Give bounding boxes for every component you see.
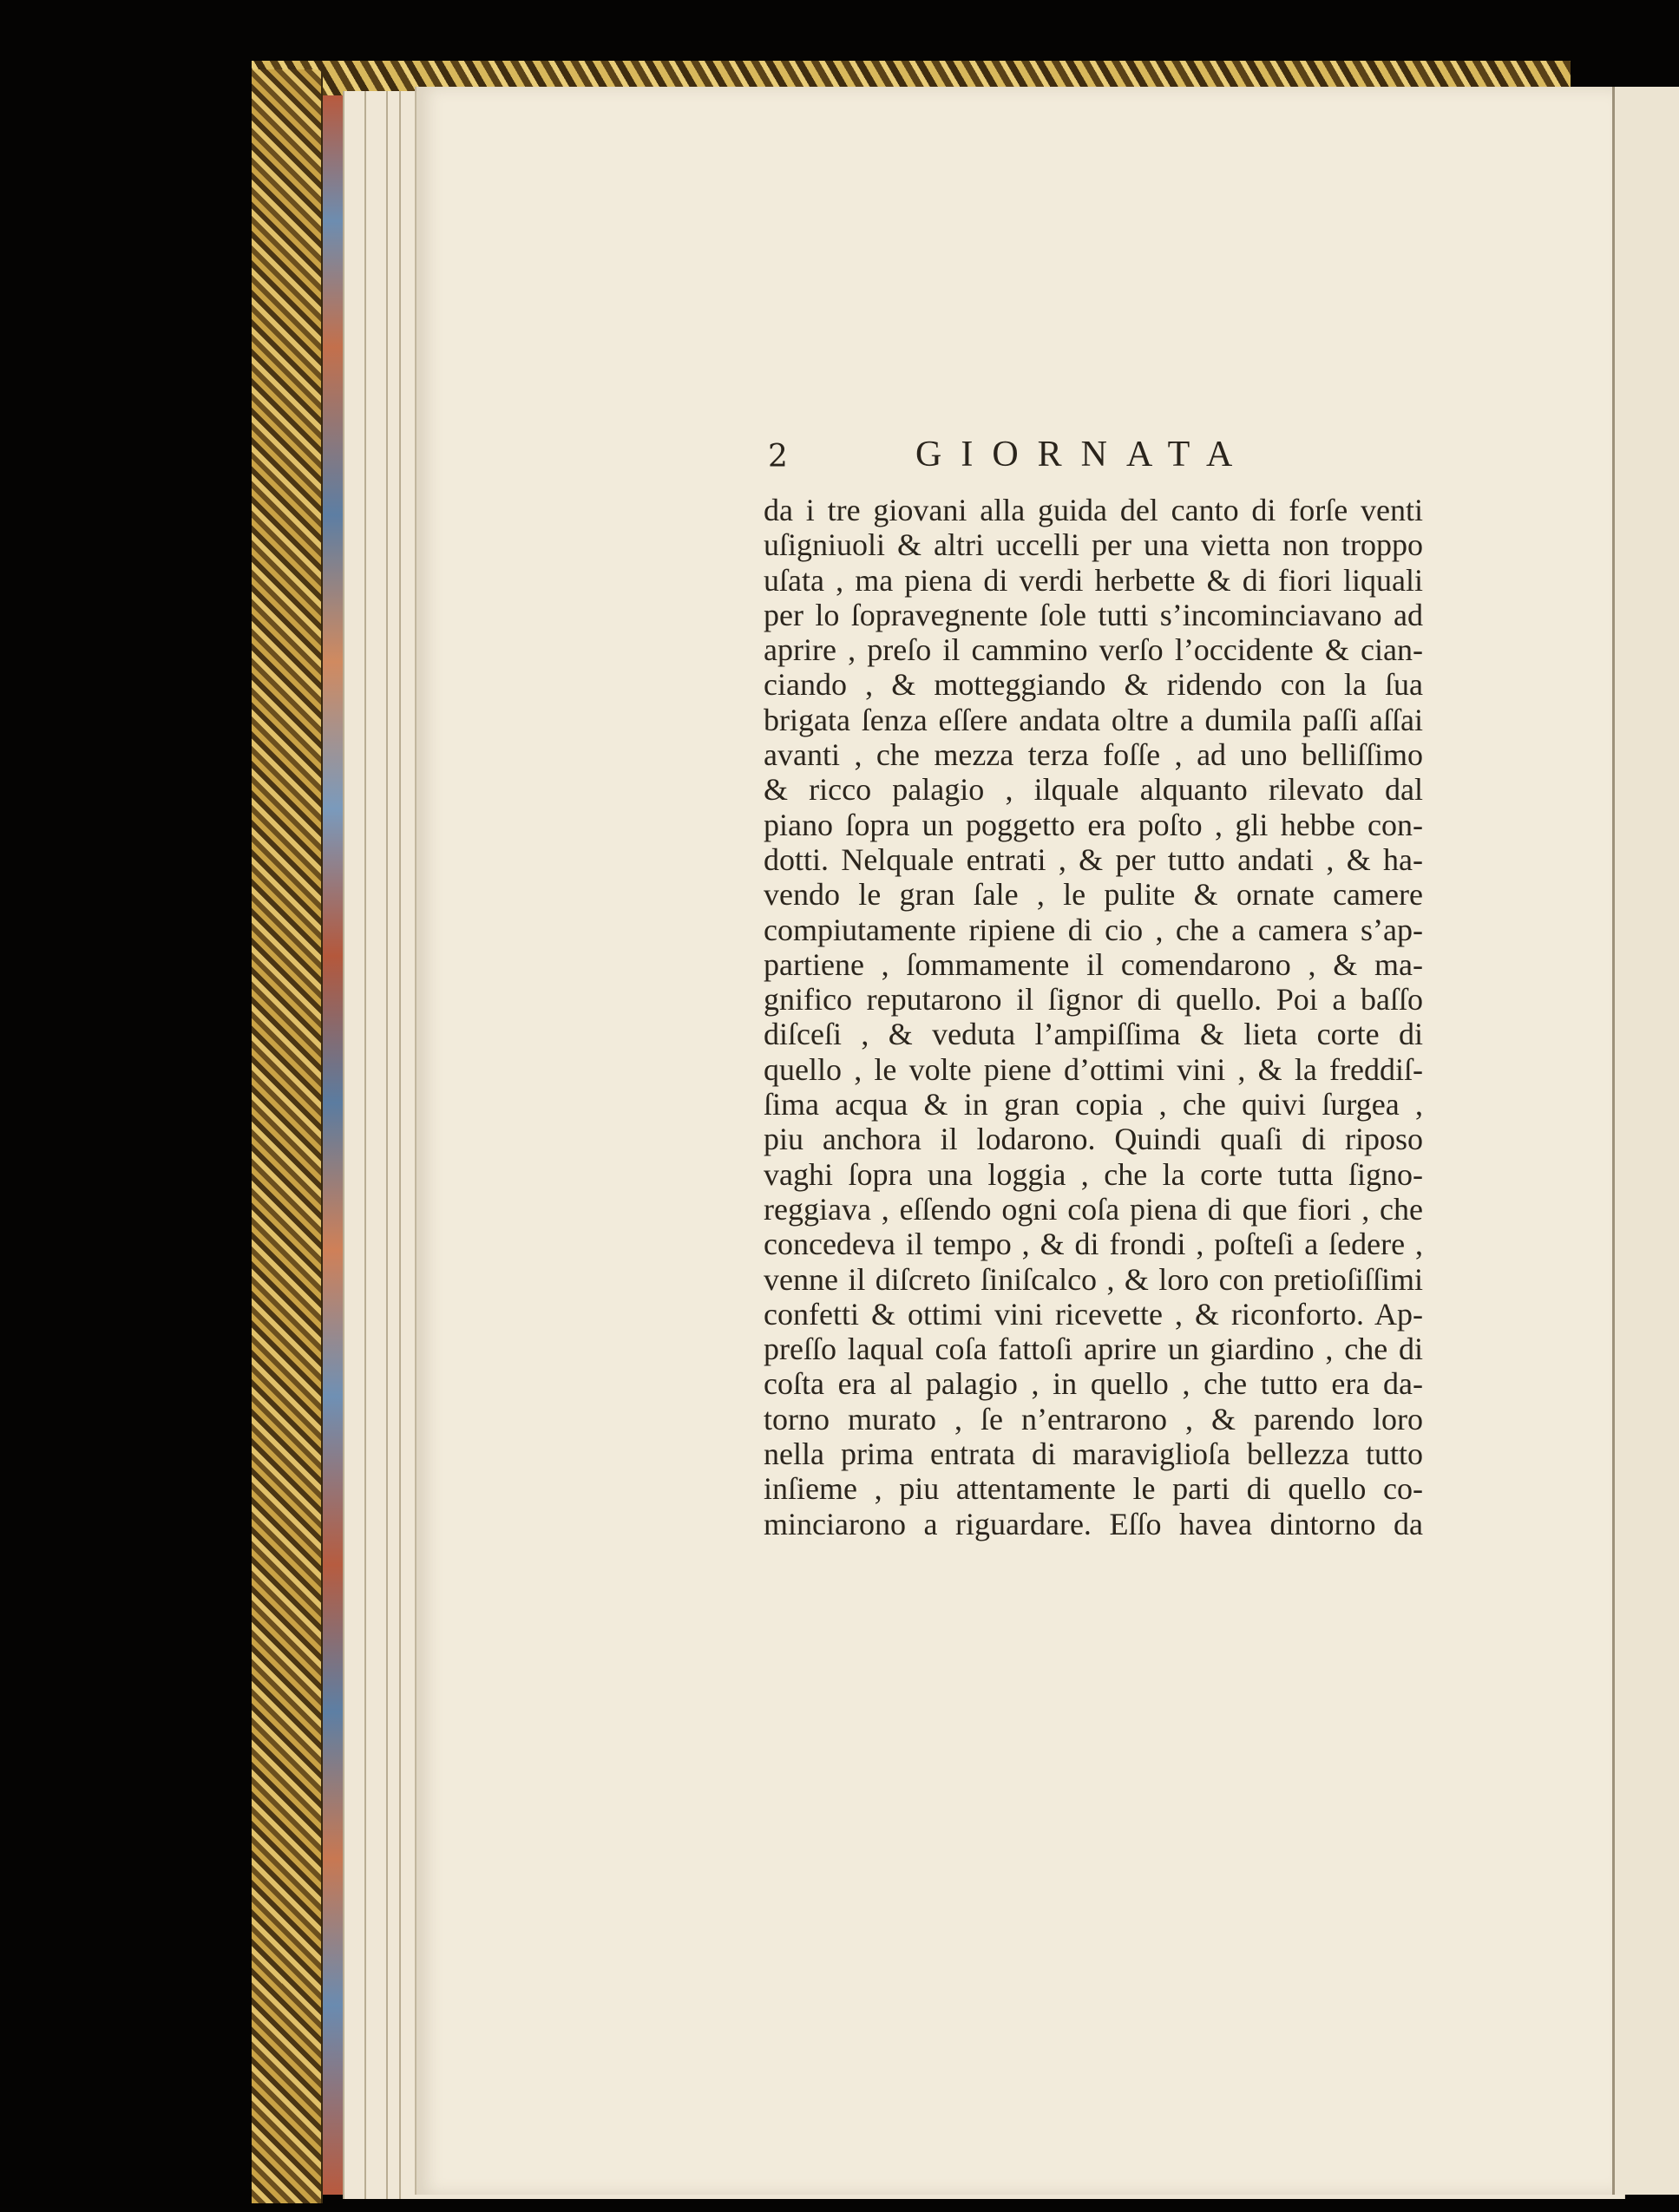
text-line: per lo ſopravegnente ſole tutti s’incominciavano ad <box>764 597 1423 632</box>
text-line: torno murato , ſe n’entrarono , & parendo loro <box>764 1401 1423 1436</box>
text-line: concedeva il tempo , & di frondi , poſteſi a ſedere , <box>764 1227 1423 1262</box>
text-line: ſima acqua & in gran copia , che quivi ſurgea , <box>764 1087 1423 1122</box>
text-line: venne il diſcreto ſiniſcalco , & loro con pretioſiſſimi <box>764 1261 1423 1297</box>
text-line: reggiava , eſſendo ogni coſa piena di que fiori , che <box>764 1191 1423 1227</box>
text-line: inſieme , piu attentamente le parti di quello co- <box>764 1471 1423 1507</box>
text-line: quello , le volte piene d’ottimi vini , & la freddiſ- <box>764 1051 1423 1087</box>
text-line: preſſo laqual coſa fattoſi aprire un giardino , che di <box>764 1332 1423 1367</box>
text-line: vaghi ſopra una loggia , che la corte tutta ſigno- <box>764 1156 1423 1192</box>
text-line: brigata ſenza eſſere andata oltre a dumila paſſi aſſai <box>764 702 1423 737</box>
text-line: compiutamente ripiene di cio , che a camera s’ap- <box>764 912 1423 947</box>
text-line: nella prima entrata di maraviglioſa bellezza tutto <box>764 1436 1423 1472</box>
text-line: ciando , & motteggiando & ridendo con la ſua <box>764 667 1423 703</box>
text-line: avanti , che mezza terza foſſe , ad uno belliſſimo <box>764 737 1423 773</box>
facing-page-edge <box>1612 87 1679 2195</box>
text-line: diſceſi , & veduta l’ampiſſima & lieta corte di <box>764 1017 1423 1052</box>
text-line: dotti. Nelquale entrati , & per tutto andati , & ha- <box>764 841 1423 877</box>
text-line: vendo le gran ſale , le pulite & ornate camere <box>764 877 1423 913</box>
running-head <box>768 434 1276 486</box>
text-line: minciarono a riguardare. Eſſo havea dintorno da <box>764 1506 1423 1541</box>
text-line: uſata , ma piena di verdi herbette & di fiori liquali <box>764 562 1423 598</box>
text-line: gnifico reputarono il ſignor di quello. Poi a baſſo <box>764 982 1423 1018</box>
text-line: aprire , preſo il cammino verſo l’occidente & cian- <box>764 632 1423 668</box>
running-title: GIORNATA <box>915 435 1252 474</box>
text-line: piu anchora il lodarono. Quindi quaſi di riposo <box>764 1122 1423 1157</box>
text-line: da i tre giovani alla guida del canto di forſe venti <box>764 493 1423 527</box>
text-line: & ricco palagio , ilquale alquanto rilevato dal <box>764 772 1423 808</box>
text-line: uſigniuoli & altri uccelli per una vietta non troppo <box>764 527 1423 563</box>
body-text <box>764 493 1423 1541</box>
gilt-cover-border-left <box>252 69 323 2203</box>
text-line: partiene , ſommamente il comendarono , & ma- <box>764 946 1423 982</box>
text-line: confetti & ottimi vini ricevette , & riconforto. Ap- <box>764 1296 1423 1332</box>
page-number: 2 <box>768 439 788 474</box>
text-line: coſta era al palagio , in quello , che tutto era da- <box>764 1366 1423 1402</box>
text-line: piano ſopra un poggetto era poſto , gli hebbe con- <box>764 807 1423 842</box>
